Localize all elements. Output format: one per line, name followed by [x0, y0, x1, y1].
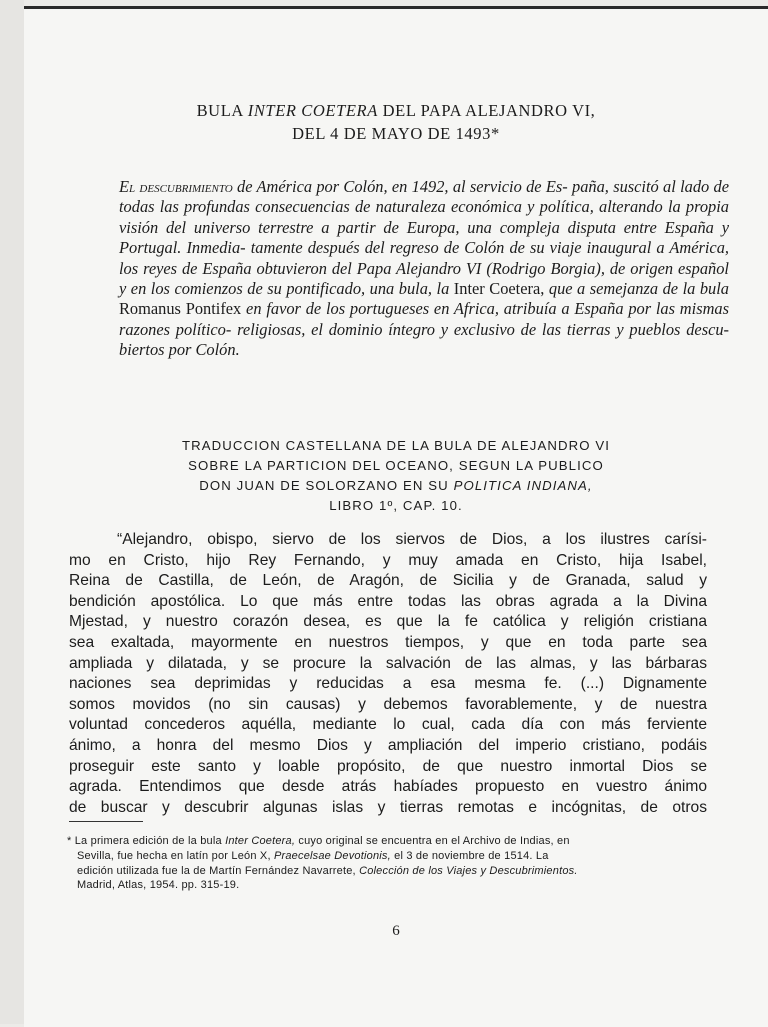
- intro-line: económica y política, alterando la propia visión del universo terrestre a: [119, 197, 729, 237]
- body-line: bendición apostólica. Lo que más entre todas las obras agrada a la Divina: [69, 592, 707, 610]
- body-line: Mjestad, y nuestro corazón desea, es que la fe católica y religión cristiana: [69, 613, 707, 631]
- bull-translation-text: [69, 530, 707, 818]
- document-title-line-1: [24, 101, 768, 121]
- body-line: somos movidos (no sin causas) y debemos favorablemente, y de nuestra: [69, 695, 707, 713]
- body-line: “Alejandro, obispo, siervo de los siervos de Dios, a los ilustres carísi-: [117, 531, 707, 548]
- intro-roman-text: Coetera,: [489, 279, 545, 299]
- body-line: Reina de Castilla, de León, de Aragón, de Sicilia y de Granada, salud y: [69, 572, 707, 590]
- intro-line: los reyes de España obtuvieron del Papa Alejandro VI (Rodrigo Borgia),: [119, 258, 605, 278]
- footnote-text: Madrid, Atlas, 1954. pp. 315-19.: [77, 879, 240, 892]
- intro-line: que a semejanza de la bula: [544, 279, 729, 299]
- intro-roman-text: Inter: [453, 279, 485, 299]
- section-heading-line-2: SOBRE LA PARTICION DEL OCEANO, SEGUN LA PUBLICO: [188, 458, 604, 473]
- introduction-paragraph: [119, 177, 729, 361]
- footnote: [67, 834, 709, 893]
- intro-line: portugueses en Africa, atribuía a España por las mismas razones político-: [119, 299, 729, 339]
- title-text: DEL PAPA ALEJANDRO VI,: [377, 101, 596, 120]
- body-line: mo en Cristo, hijo Rey Fernando, y muy amada en Cristo, hija Isabel,: [69, 551, 707, 569]
- footnote-italic-text: Colección de los Viajes y Descubrimientos.: [359, 864, 578, 877]
- body-line: ánimo, a honra del mesmo Dios y ampliación del imperio cristiano, podáis: [69, 736, 707, 754]
- heading-italic-text: POLITICA INDIANA,: [453, 478, 593, 493]
- title-text: BULA: [196, 101, 248, 120]
- section-heading-line-1: TRADUCCION CASTELLANA DE LA BULA DE ALEJANDRO VI: [181, 438, 611, 453]
- footnote-text: * La primera edición de la bula: [67, 835, 226, 847]
- footnote-italic-text: Praecelsae Devotionis,: [273, 849, 391, 862]
- section-heading-line-3: [24, 476, 768, 496]
- footnote-text: edición utilizada fue la de Martín Fernández Navarrete,: [77, 864, 360, 877]
- footnote-text: Sevilla, fue hecha en latín por León X,: [77, 849, 274, 862]
- body-line: proseguir este santo y loable propósito, de que nuestro inmortal Dios se: [69, 757, 707, 775]
- body-line: agrada. Entendimos que desde atrás habíades propuesto en vuestro ánimo: [69, 778, 707, 796]
- title-italic-text: INTER COETERA: [247, 101, 378, 120]
- body-line: ampliada y dilatada, y se procure la salvación de las almas, y las bárbaras: [69, 654, 707, 672]
- body-line: sea exaltada, mayormente en nuestros tiempos, y que en toda parte sea: [69, 633, 707, 651]
- body-line: voluntad concederos aquélla, mediante lo cual, cada día con más ferviente: [69, 716, 707, 734]
- intro-line: tamente después del regreso de Colón de su viaje inaugural a América,: [250, 238, 729, 258]
- intro-line: de América por Colón, en 1492, al servicio de Es-: [232, 177, 568, 196]
- document-title-line-2: DEL 4 DE MAYO DE 1493*: [292, 124, 500, 143]
- footnote-italic-text: Inter Coetera,: [225, 835, 296, 847]
- heading-text: DON JUAN DE SOLORZANO EN SU: [199, 478, 454, 493]
- intro-small-caps: El descubrimiento: [119, 177, 233, 196]
- body-line: de buscar y descubrir algunas islas y tierras remotas e incógnitas, de otros: [69, 798, 707, 816]
- intro-line: paña, suscitó al lado de todas las profundas consecuencias de naturaleza: [119, 177, 729, 217]
- intro-line: en favor de los: [241, 299, 346, 319]
- body-line: naciones sea deprimidas y reducidas a esa mesma fe. (...) Dignamente: [69, 675, 707, 693]
- footnote-text: cuyo original se encuentra en el Archivo de Indias, en: [295, 835, 570, 847]
- page-edge: [0, 0, 24, 1024]
- book-page: [24, 6, 768, 1027]
- page-number: 6: [392, 923, 400, 939]
- intro-line: partir de Europa, una compleja disputa entre España y Portugal. Inmedia-: [119, 217, 729, 258]
- intro-line: de origen español y en los comienzos de su pontificado, una bula, la: [119, 258, 729, 299]
- footnote-text: el 3 de noviembre de 1514. La: [390, 849, 549, 862]
- intro-line: biertos por Colón.: [119, 340, 240, 360]
- footnote-divider: [69, 821, 143, 822]
- intro-roman-text: Romanus Pontifex: [119, 299, 242, 319]
- intro-line: religiosas, el dominio íntegro y exclusivo de las tierras y pueblos descu-: [237, 319, 729, 339]
- section-heading-line-4: LIBRO 1º, CAP. 10.: [329, 498, 463, 513]
